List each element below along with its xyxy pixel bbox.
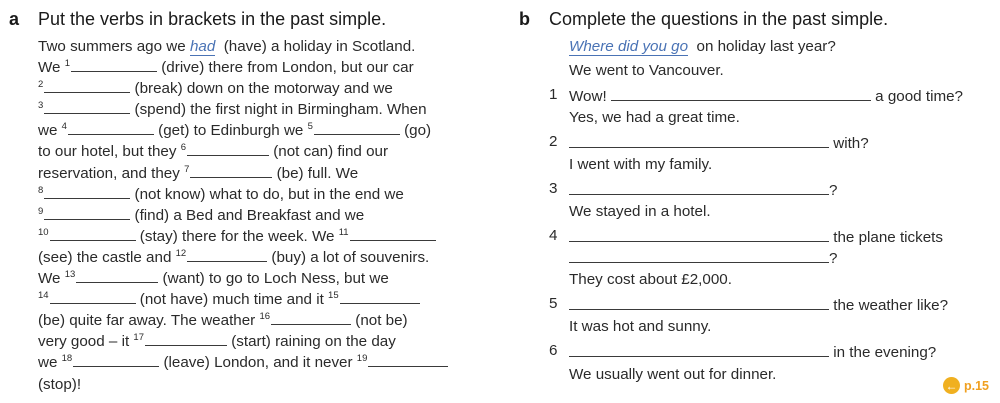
blank-10[interactable] (50, 226, 136, 241)
question-number: 6 (549, 342, 558, 359)
blank-17[interactable] (145, 331, 227, 346)
blank-4[interactable] (68, 120, 154, 135)
blank-7[interactable] (190, 163, 272, 178)
question-reply: It was hot and sunny. (569, 318, 712, 335)
page-reference-text: p.15 (964, 378, 990, 393)
blank-12[interactable] (187, 247, 267, 262)
blank-11[interactable] (350, 226, 436, 241)
question-blank-2[interactable] (569, 133, 829, 148)
question-blank-6[interactable] (569, 342, 829, 357)
question-number: 4 (549, 227, 558, 244)
blank-14[interactable] (50, 289, 136, 304)
arrow-left-icon: ← (943, 377, 960, 394)
question-line: with? (569, 133, 869, 152)
question-reply: They cost about £2,000. (569, 271, 732, 288)
example-question: Where did you go on holiday last year? (569, 38, 836, 55)
blank-8[interactable] (44, 184, 130, 199)
blank-13[interactable] (76, 268, 158, 283)
section-a-text: Two summers ago we had (have) a holiday in Scotland. We $^1$ (drive) there from London, but our car $^2$ (break) down on the motorway and we $^3$ (spend) the first night in Birmingham. When we $^4$ (get) to Edinburgh we $^5$ (go) to our hotel, but they $^6$ (not can) find our reservation, and they $^7$ (be) full. We $^8$ (not know) what to do, but in the end we $^9$ (find) a Bed and Breakfast and we $^{10}$ (stay) there for the week. We $^{11}$ (see) the castle and $^{12}$ (buy) a lot of souvenirs. We $^{13}$ (want) to go to Loch Ness, but we $^{14}$ (not have) much time and it $^{15}$ (be) quite far away. The weather $^{16}$ (not be) very good – it $^{17}$ (start) raining on the day we $^{18}$ (leave) London, and it never $^{19}$ (stop)! (38, 36, 448, 395)
question-number: 1 (549, 86, 558, 103)
question-reply: I went with my family. (569, 156, 713, 173)
question-reply: We stayed in a hotel. (569, 203, 711, 220)
blank-19[interactable] (368, 352, 448, 367)
section-b-letter: b (519, 9, 530, 29)
section-b-title: Complete the questions in the past simple. (549, 9, 889, 29)
page-reference-link[interactable] (943, 377, 989, 394)
blank-1[interactable] (71, 57, 157, 72)
blank-2[interactable] (44, 78, 130, 93)
question-blank-4b[interactable] (569, 248, 829, 263)
blank-15[interactable] (340, 289, 420, 304)
question-blank-4a[interactable] (569, 227, 829, 242)
example-reply: We went to Vancouver. (569, 62, 724, 79)
question-line: the weather like? (569, 295, 948, 314)
question-reply: We usually went out for dinner. (569, 366, 777, 383)
question-number: 5 (549, 295, 558, 312)
question-line: in the evening? (569, 342, 936, 361)
section-a-letter: a (9, 9, 20, 29)
blank-18[interactable] (73, 352, 159, 367)
question-blank-3[interactable] (569, 180, 829, 195)
question-line: ? (569, 180, 837, 199)
blank-5[interactable] (314, 120, 400, 135)
section-a-title: Put the verbs in brackets in the past simple. (38, 9, 387, 29)
question-blank-1[interactable] (611, 86, 871, 101)
blank-6[interactable] (187, 141, 269, 156)
question-blank-5[interactable] (569, 295, 829, 310)
question-reply: Yes, we had a great time. (569, 109, 740, 126)
question-number: 2 (549, 133, 558, 150)
blank-3[interactable] (44, 99, 130, 114)
question-line-continued: ? (569, 248, 837, 267)
blank-9[interactable] (44, 205, 130, 220)
blank-16[interactable] (271, 310, 351, 325)
example-question-answer: Where did you go (569, 38, 689, 55)
question-line: the plane tickets (569, 227, 943, 246)
example-answer: had (189, 38, 216, 55)
question-line: Wow! a good time? (569, 88, 963, 105)
question-number: 3 (549, 180, 558, 197)
